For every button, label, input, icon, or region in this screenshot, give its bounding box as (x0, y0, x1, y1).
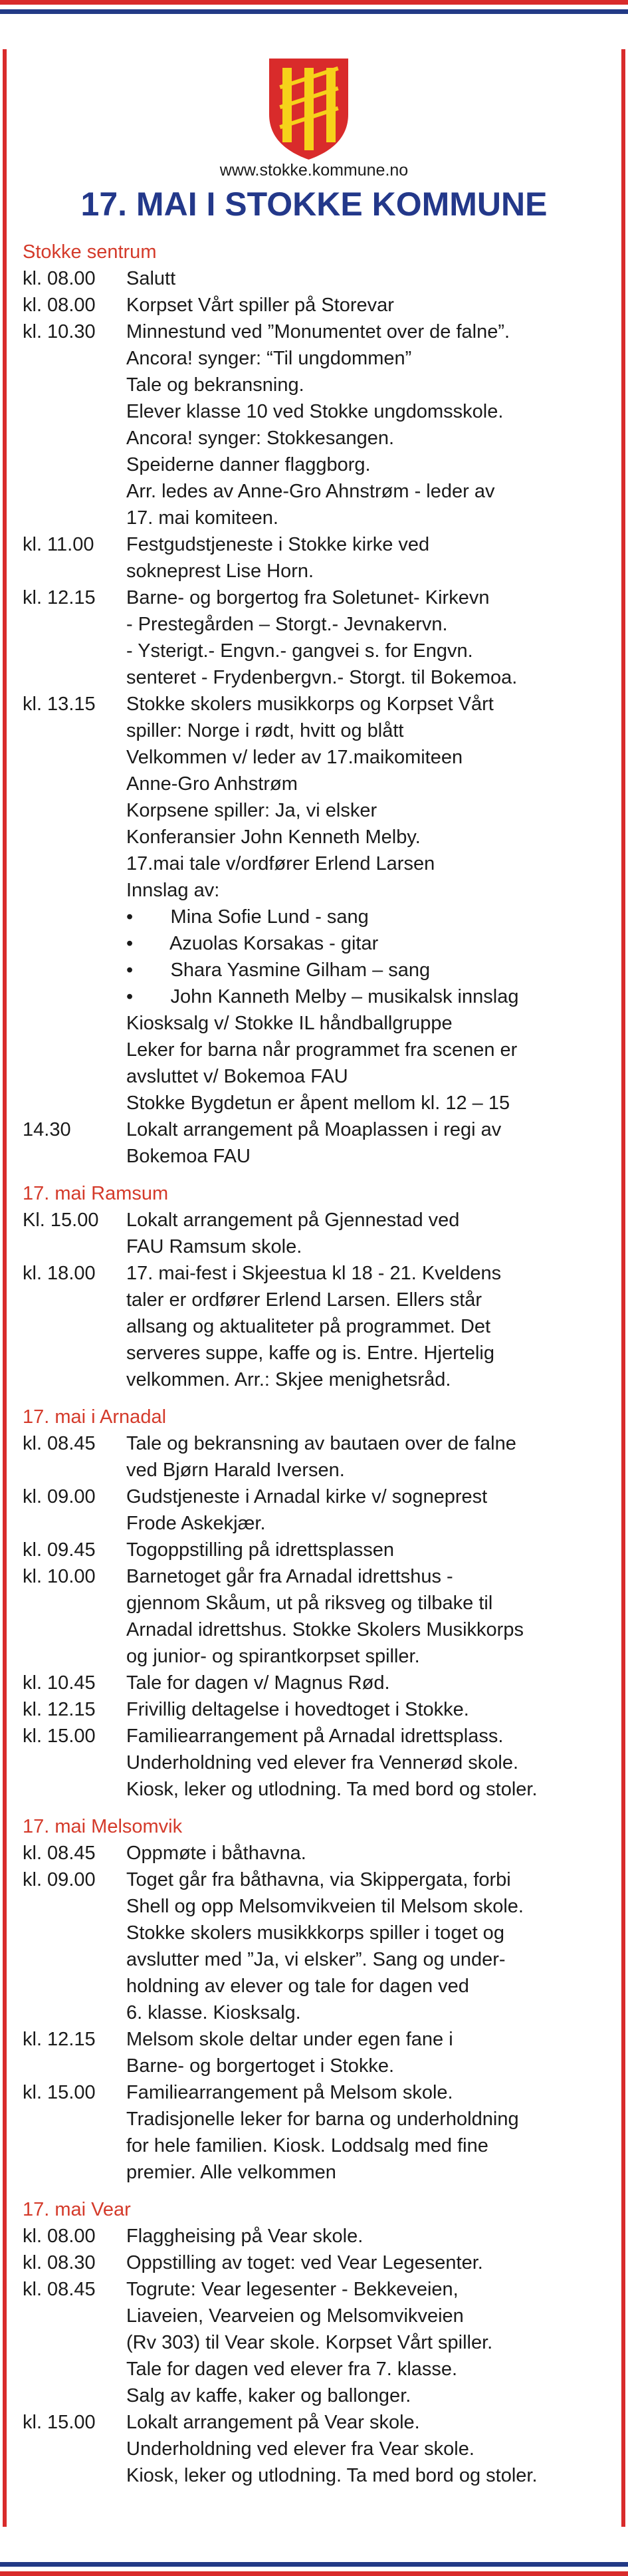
entry-time: kl. 08.45 (23, 1843, 96, 1864)
section-title: 17. mai Ramsum (23, 1183, 169, 1204)
entry-time: kl. 12.15 (23, 2029, 96, 2050)
program-entry (23, 1207, 607, 1260)
entry-time: kl. 11.00 (23, 534, 94, 555)
program-section (23, 1182, 607, 1393)
frame-left-line (3, 49, 7, 2527)
stokke-coat-of-arms-icon (266, 56, 351, 161)
entry-description: Lokalt arrangement på Vear skole. Underholdning ved elever fra Vear skole. Kiosk, leker og utlodning. Ta med bord og stoler. (126, 2412, 538, 2486)
program-entry (23, 2223, 607, 2250)
section-title: 17. mai i Arnadal (23, 1406, 167, 1428)
entry-description: Barnetoget går fra Arnadal idrettshus - gjennom Skåum, ut på riksveg og tilbake til Arnadal idrettshus. Stokke Skolers Musikkorps og junior- og spirantkorpset spiller. (126, 1566, 524, 1667)
program-entry (23, 584, 607, 691)
entry-time: kl. 10.45 (23, 1672, 96, 1694)
entry-description: Frivillig deltagelse i hovedtoget i Stokke. (126, 1699, 469, 1720)
entry-time: kl. 10.00 (23, 1566, 96, 1587)
entry-time: Kl. 15.00 (23, 1210, 99, 1231)
program-entry (23, 1537, 607, 1563)
program-entry (23, 1696, 607, 1723)
program-entry (23, 1670, 607, 1696)
entry-time: kl. 18.00 (23, 1263, 96, 1284)
entry-time: kl. 08.00 (23, 295, 96, 316)
entry-time: kl. 12.15 (23, 587, 96, 608)
program-entry (23, 265, 607, 292)
entry-description: Melsom skole deltar under egen fane i Barne- og borgertoget i Stokke. (126, 2029, 453, 2077)
program-entry (23, 319, 607, 531)
program-entry (23, 531, 607, 584)
entry-time: kl. 15.00 (23, 2082, 96, 2103)
entry-description: Oppstilling av toget: ved Vear Legesenter. (126, 2252, 483, 2273)
program-entry (23, 1116, 607, 1170)
entry-time: kl. 08.45 (23, 2279, 96, 2300)
poster-title: 17. MAI I STOKKE KOMMUNE (80, 186, 548, 223)
program-entry (23, 292, 607, 319)
entry-description: Salutt (126, 268, 176, 289)
entry-time: kl. 08.00 (23, 2226, 96, 2247)
entry-description: 17. mai-fest i Skjeestua kl 18 - 21. Kveldens taler er ordfører Erlend Larsen. Ellers står allsang og aktualiteter på programmet. Det serveres suppe, kaffe og is. Entre. Hjertelig velkommen. Arr.: Skjee menighetsråd. (126, 1263, 502, 1390)
program-entry (23, 2026, 607, 2079)
entry-time: 14.30 (23, 1119, 71, 1140)
entry-description: Minnestund ved ”Monumentet over de falne”. Ancora! synger: “Til ungdommen” Tale og bekransning. Elever klasse 10 ved Stokke ungdomsskole. Ancora! synger: Stokkesangen. Speiderne danner flaggborg. Arr. ledes av Anne-Gro Ahnstrøm - leder av 17. mai komiteen. (126, 321, 510, 529)
program-entry (23, 2276, 607, 2409)
entry-time: kl. 08.45 (23, 1433, 96, 1454)
program-entry (23, 1840, 607, 1867)
program-entry (23, 1563, 607, 1670)
program-entry (23, 1483, 607, 1537)
entry-time: kl. 10.30 (23, 321, 96, 342)
entry-description: Tale for dagen v/ Magnus Rød. (126, 1672, 390, 1694)
entry-time: kl. 09.45 (23, 1539, 96, 1561)
entry-time: kl. 09.00 (23, 1486, 96, 1507)
website-url: www.stokke.kommune.no (219, 161, 409, 180)
entry-time: kl. 08.00 (23, 268, 96, 289)
section-title: Stokke sentrum (23, 241, 157, 263)
entry-description: Togoppstilling på idrettsplassen (126, 1539, 395, 1561)
entry-description: Togrute: Vear legesenter - Bekkeveien, Liaveien, Vearveien og Melsomvikveien (Rv 303) til Vear skole. Korpset Vårt spiller. Tale for dagen ved elever fra 7. klasse. Salg av kaffe, kaker og ballonger. (126, 2279, 493, 2406)
entry-description: Familiearrangement på Arnadal idrettsplass. Underholdning ved elever fra Vennerød skole. Kiosk, leker og utlodning. Ta med bord og stoler. (126, 1726, 538, 1800)
entry-time: kl. 13.15 (23, 694, 96, 715)
program-section (23, 1405, 607, 1803)
program-entry (23, 2250, 607, 2276)
entry-time: kl. 09.00 (23, 1869, 96, 1890)
entry-time: kl. 08.30 (23, 2252, 96, 2273)
entry-time: kl. 15.00 (23, 2412, 96, 2433)
program-entry (23, 1260, 607, 1393)
entry-description: Korpset Vårt spiller på Storevar (126, 295, 394, 316)
frame-right-line (621, 49, 625, 2527)
program-entry (23, 691, 607, 1116)
flag-stripes-top (0, 0, 628, 19)
entry-description: Festgudstjeneste i Stokke kirke ved sokneprest Lise Horn. (126, 534, 430, 582)
entry-description: Toget går fra båthavna, via Skippergata, forbi Shell og opp Melsomvikveien til Melsom skole. Stokke skolers musikkkorps spiller i toget og avslutter med ”Ja, vi elsker”. Sang og under- holdning av elever og tale for dagen ved 6. klasse. Kiosksalg. (126, 1869, 524, 2023)
entry-description: Tale og bekransning av bautaen over de falne ved Bjørn Harald Iversen. (126, 1433, 516, 1481)
program-list (23, 240, 607, 2501)
entry-description: Gudstjeneste i Arnadal kirke v/ sogneprest Frode Askekjær. (126, 1486, 488, 1534)
entry-time: kl. 12.15 (23, 1699, 96, 1720)
section-title: 17. mai Vear (23, 2199, 131, 2220)
entry-description: Oppmøte i båthavna. (126, 1843, 306, 1864)
program-section (23, 2198, 607, 2489)
program-section (23, 1815, 607, 2186)
entry-description: Stokke skolers musikkorps og Korpset Vårt spiller: Norge i rødt, hvitt og blått Velkommen v/ leder av 17.maikomiteen Anne-Gro Anhstrøm Korpsene spiller: Ja, vi elsker Konferansier John Kenneth Melby. 17.mai tale v/ordfører Erlend Larsen Innslag av: • Mina Sofie Lund - sang • Azuolas Korsakas - gitar • Shara Yasmine Gilham – sang • John Kanneth Melby – musikalsk innslag Kiosksalg v/ Stokke IL håndballgruppe Leker for barna når programmet fra scenen er avsluttet v/ Bokemoa FAU Stokke Bygdetun er åpent mellom kl. 12 – 15 (126, 694, 519, 1114)
entry-description: Lokalt arrangement på Gjennestad ved FAU Ramsum skole. (126, 1210, 460, 1257)
entry-time: kl. 15.00 (23, 1726, 96, 1747)
flag-stripes-bottom (0, 2557, 628, 2576)
program-entry (23, 1430, 607, 1483)
entry-description: Flaggheising på Vear skole. (126, 2226, 364, 2247)
program-section (23, 240, 607, 1170)
entry-description: Familiearrangement på Melsom skole. Tradisjonelle leker for barna og underholdning for hele familien. Kiosk. Loddsalg med fine premier. Alle velkommen (126, 2082, 519, 2183)
program-entry (23, 2079, 607, 2186)
entry-description: Lokalt arrangement på Moaplassen i regi av Bokemoa FAU (126, 1119, 502, 1167)
entry-description: Barne- og borgertog fra Soletunet- Kirkevn - Prestegården – Storgt.- Jevnakervn. - Ysterigt.- Engvn.- gangvei s. for Engvn. senteret - Frydenbergvn.- Storgt. til Bokemoa. (126, 587, 518, 688)
program-entry (23, 2409, 607, 2489)
program-entry (23, 1867, 607, 2026)
program-entry (23, 1723, 607, 1803)
section-title: 17. mai Melsomvik (23, 1816, 183, 1837)
